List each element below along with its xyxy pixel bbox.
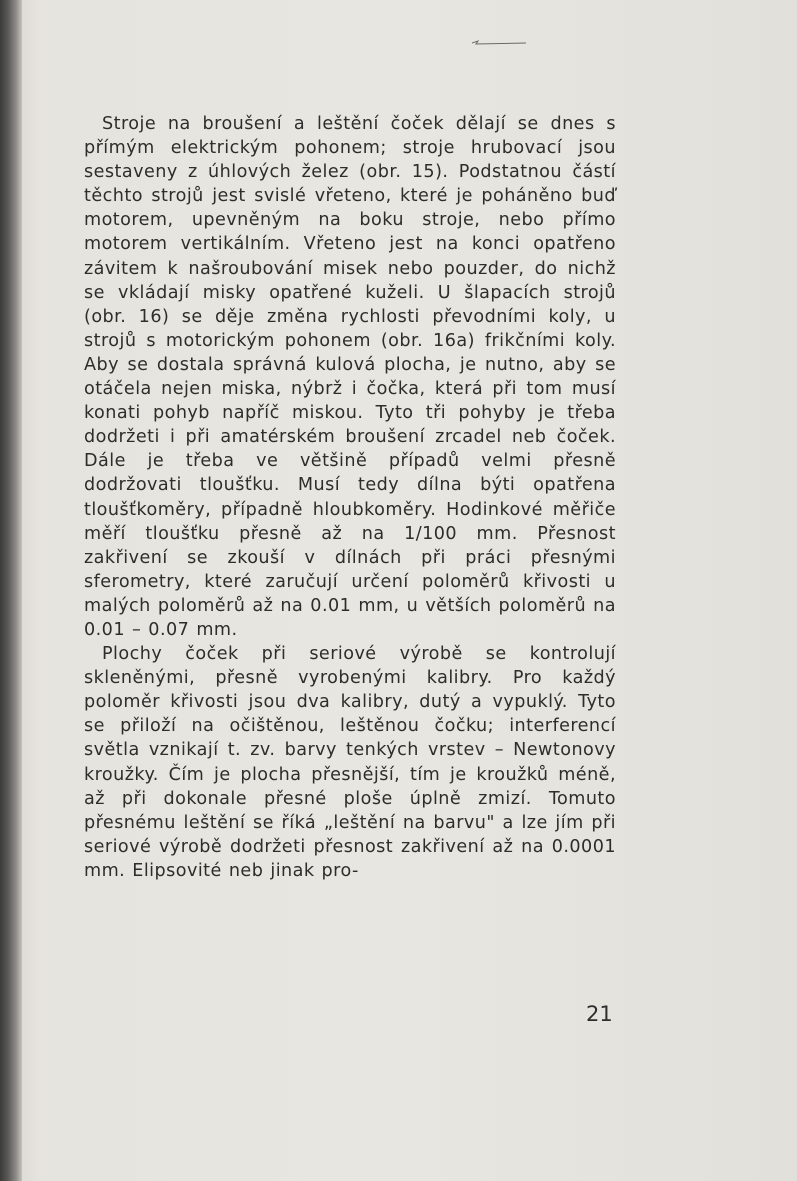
- paragraph-2: Plochy čoček při seriové výrobě se kontrolují skleněnými, přesně vyrobenými kalibry. Pro každý poloměr křivosti jsou dva kalibry, dutý a vypuklý. Tyto se přiloží na očištěnou, leštěnou čočku; interferencí světla vznikají t. zv. barvy tenkých vrstev – Newtonovy kroužky. Čím je plocha přesnější, tím je kroužků méně, až při dokonale přesné ploše úplně zmizí. Tomuto přesnému leštění se říká „leštění na barvu" a lze jím při seriové výrobě dodržeti přesnost zakřivení až na 0.0001 mm. Elipsovité neb jinak pro-: [84, 644, 616, 881]
- binding-edge: [0, 0, 22, 1181]
- paragraph-1: Stroje na broušení a leštění čoček dělají se dnes s přímým elektrickým pohonem; stroje hrubovací jsou sestaveny z úhlových želez (obr. 15). Podstatnou částí těchto strojů jest svislé vřeteno, které je poháněno buď motorem, upevněným na boku stroje, nebo přímo motorem vertikálním. Vřeteno jest na konci opatřeno závitem k našroubování misek nebo pouzder, do nichž se vkládají misky opatřené kuželi. U šlapacích strojů (obr. 16) se děje změna rychlosti převodními koly, u strojů s motorickým pohonem (obr. 16a) frikčními koly. Aby se dostala správná kulová plocha, je nutno, aby se otáčela nejen miska, nýbrž i čočka, která při tom musí konati pohyb napříč miskou. Tyto tři pohyby je třeba dodržeti i při amatérském broušení zrcadel neb čoček. Dále je třeba ve většině případů velmi přesně dodržovati tloušťku. Musí tedy dílna býti opatřena tloušťkoměry, případně hloubkoměry. Hodinkové měřiče měří tloušťku přesně až na 1/100 mm. Přesnost zakřivení se zkouší v dílnách při práci přesnými sferometry, které zaručují určení poloměrů křivosti u malých poloměrů až na 0.01 mm, u větších poloměrů na 0.01 – 0.07 mm.: [84, 114, 616, 640]
- printer-mark-line: [472, 40, 526, 46]
- printer-mark: [472, 40, 526, 42]
- page-number: 21: [586, 1002, 613, 1026]
- body-text: [84, 112, 616, 883]
